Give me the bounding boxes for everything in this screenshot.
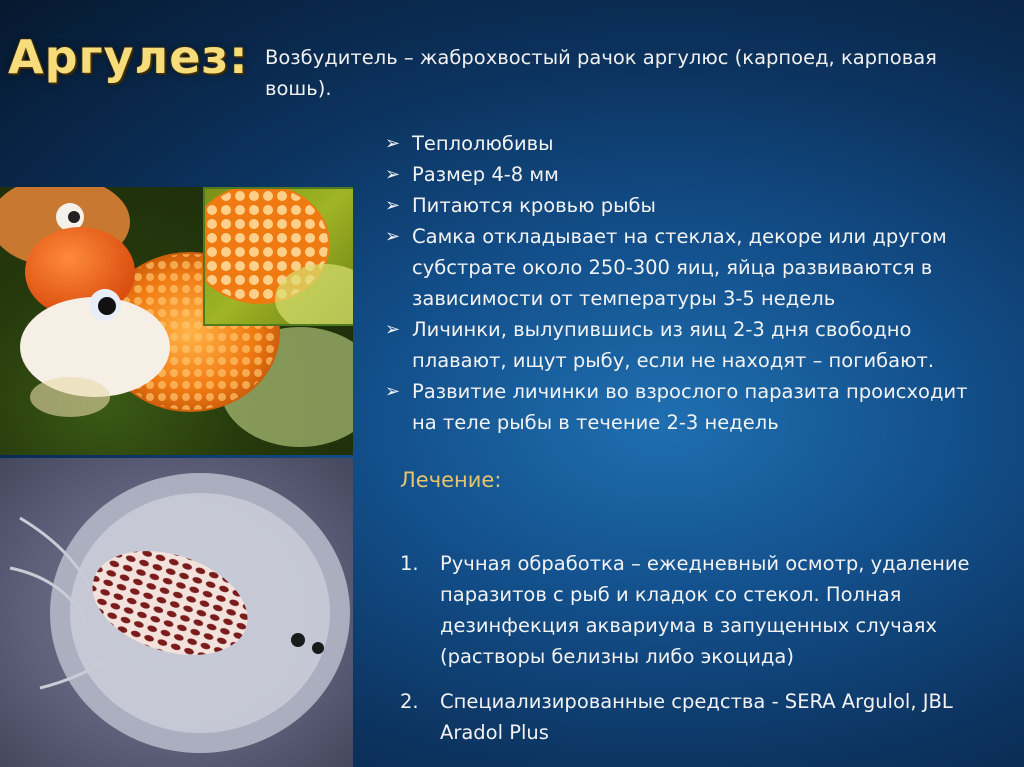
item-number: 2. (400, 690, 419, 713)
arrow-bullet-icon: ➢ (385, 164, 401, 185)
list-item (385, 221, 985, 314)
list-item-text: Размер 4-8 мм (412, 163, 559, 186)
arrow-bullet-icon: ➢ (385, 226, 401, 247)
goldfish-photo (0, 187, 353, 455)
list-item (385, 376, 985, 438)
treatment-item-text: Специализированные средства - SERA Argulol, JBL Aradol Plus (440, 690, 953, 744)
facts-list (385, 128, 985, 438)
item-number: 1. (400, 552, 419, 575)
list-item-text: Самка откладывает на стеклах, декоре или другом субстрате около 250-300 яиц, яйца развиваются в зависимости от температуры 3-5 недель (412, 225, 947, 310)
list-item (385, 190, 985, 221)
list-item-text: Развитие личинки во взрослого паразита происходит на теле рыбы в течение 2-3 недель (412, 380, 968, 434)
scale-closeup-photo (203, 187, 353, 326)
list-item (385, 314, 985, 376)
treatment-heading: Лечение: (400, 468, 502, 492)
list-item-text: Личинки, вылупившись из яиц 2-3 дня свободно плавают, ищут рыбу, если не находят – погибают. (412, 318, 935, 372)
list-item (385, 159, 985, 190)
slide-title: Аргулез: (8, 30, 249, 84)
treatment-item (400, 686, 1000, 748)
intro-text: Возбудитель – жаброхвостый рачок аргулюс (карпоед, карповая вошь). (265, 46, 937, 100)
treatment-list (400, 548, 1000, 762)
list-item (385, 128, 985, 159)
list-item-text: Питаются кровью рыбы (412, 194, 656, 217)
arrow-bullet-icon: ➢ (385, 381, 401, 402)
treatment-item-text: Ручная обработка – ежедневный осмотр, удаление паразитов с рыб и кладок со стекол. Полная дезинфекция аквариума в запущенных случаях (растворы белизны либо экоцида) (440, 552, 970, 668)
arrow-bullet-icon: ➢ (385, 195, 401, 216)
arrow-bullet-icon: ➢ (385, 133, 401, 154)
arrow-bullet-icon: ➢ (385, 319, 401, 340)
argulus-parasite-photo (0, 458, 353, 767)
treatment-item (400, 548, 1000, 672)
list-item-text: Теплолюбивы (412, 132, 554, 155)
